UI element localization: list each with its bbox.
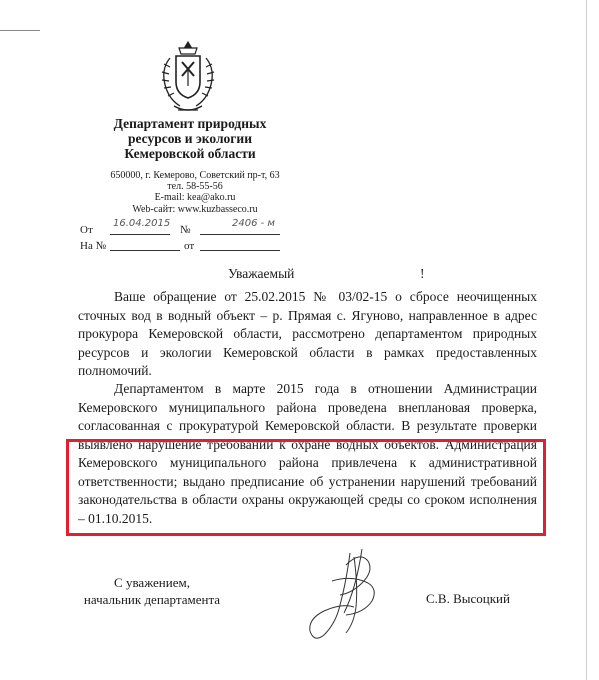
department-address (80, 170, 310, 215)
number-sign: № (180, 224, 191, 236)
paragraph-2: Департаментом в марте 2015 года в отношении Администрации Кемеровского муниципального района проведена внеплановая проверка, согласованная с прокуратурой Кемеровской области. В результате проверки выявлено нарушение требований к охране водных объектов. Администрация Кемеровского муниципального района привлечена к административной ответственности; выдано предписание об устранении нарушений требований законодательства в области охраны окружающей среды со сроком исполнения – 01.10.2015. (78, 381, 537, 526)
to-from-label: от (184, 240, 195, 252)
regards-line: С уважением, (114, 575, 190, 590)
dept-line-2: ресурсов и экологии (128, 131, 252, 146)
from-number: 2406 - м (232, 218, 275, 229)
dept-line-3: Кемеровской области (124, 146, 256, 161)
from-label: От (80, 224, 93, 236)
corner-mark (0, 30, 40, 31)
signature-block (76, 574, 228, 608)
paragraph-1: Ваше обращение от 25.02.2015 № 03/02-15 о сбросе неочищенных сточных вод в водный объект – р. Прямая с. Ягуново, направленное в адрес прокурора Кемеровской области, рассмотрено департаментом природных ресурсов и экологии Кемеровской области в рамках предоставленных полномочий. (78, 289, 537, 378)
greeting (228, 266, 448, 282)
highlight-box (66, 439, 546, 536)
to-label: На № (80, 240, 107, 252)
to-date-line (200, 238, 280, 251)
greeting-exclaim: ! (420, 266, 425, 281)
phone-line: тел. 58-55-56 (167, 181, 223, 193)
to-number-line (110, 238, 180, 251)
position-line: начальник департамента (83, 592, 221, 607)
website-line: Web-сайт: www.kuzbasseco.ru (132, 203, 258, 215)
department-name (112, 116, 268, 161)
handwritten-signature (292, 545, 402, 645)
scan-edge (586, 0, 587, 680)
dept-line-1: Департамент природных (113, 116, 267, 131)
coat-of-arms-icon (152, 38, 224, 118)
signatory-name: С.В. Высоцкий (426, 591, 510, 606)
greeting-text: Уважаемый (228, 266, 295, 281)
from-date: 16.04.2015 (113, 218, 171, 229)
email-line: E-mail: kea@ako.ru (154, 192, 236, 204)
address-line: 650000, г. Кемерово, Советский пр-т, 63 (110, 170, 280, 181)
